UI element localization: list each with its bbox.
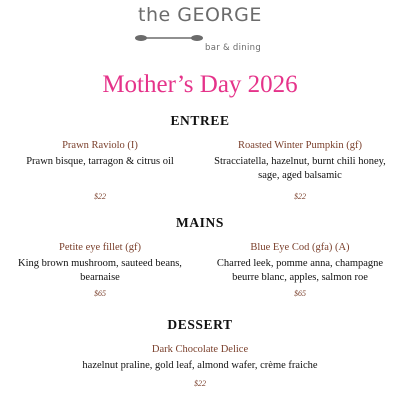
restaurant-logo [0, 0, 400, 55]
item-description: Stracciatella, hazelnut, burnt chili honey, sage, aged balsamic [214, 156, 386, 181]
item-description: King brown mushroom, sauteed beans, bearnaise [18, 258, 182, 283]
item-description: hazelnut praline, gold leaf, almond wafer, crème fraiche [82, 360, 318, 371]
menu-title: Mother’s Day 2026 [102, 71, 298, 98]
item-description: Prawn bisque, tarragon & citrus oil [26, 156, 174, 167]
item-name: Blue Eye Cod (gfa) (A) [250, 242, 350, 253]
logo-tagline: bar & dining [205, 43, 262, 53]
menu-item-blue-eye-cod [200, 241, 400, 299]
item-name: Petite eye fillet (gf) [59, 242, 141, 253]
item-price: $22 [194, 379, 206, 388]
item-name: Prawn Raviolo (I) [62, 140, 138, 151]
section-heading-entree: ENTREE [170, 113, 230, 128]
item-description: Charred leek, pomme anna, champagne beurre blanc, apples, salmon roe [216, 258, 384, 283]
menu-item-petite-eye-fillet [0, 241, 200, 299]
section-heading-mains: MAINS [175, 215, 224, 230]
menu-item-roasted-winter-pumpkin [200, 139, 400, 202]
menu-item-dark-chocolate-delice [0, 343, 400, 389]
logo-name: the GEORGE [138, 4, 262, 26]
item-name: Roasted Winter Pumpkin (gf) [238, 140, 362, 151]
item-price: $65 [94, 289, 106, 298]
item-price: $22 [294, 192, 306, 201]
menu-item-prawn-raviolo [0, 139, 200, 202]
item-price: $65 [294, 289, 306, 298]
section-heading-dessert: DESSERT [167, 317, 233, 332]
oar-icon [134, 34, 204, 42]
item-name: Dark Chocolate Delice [151, 344, 249, 355]
item-price: $22 [94, 192, 106, 201]
